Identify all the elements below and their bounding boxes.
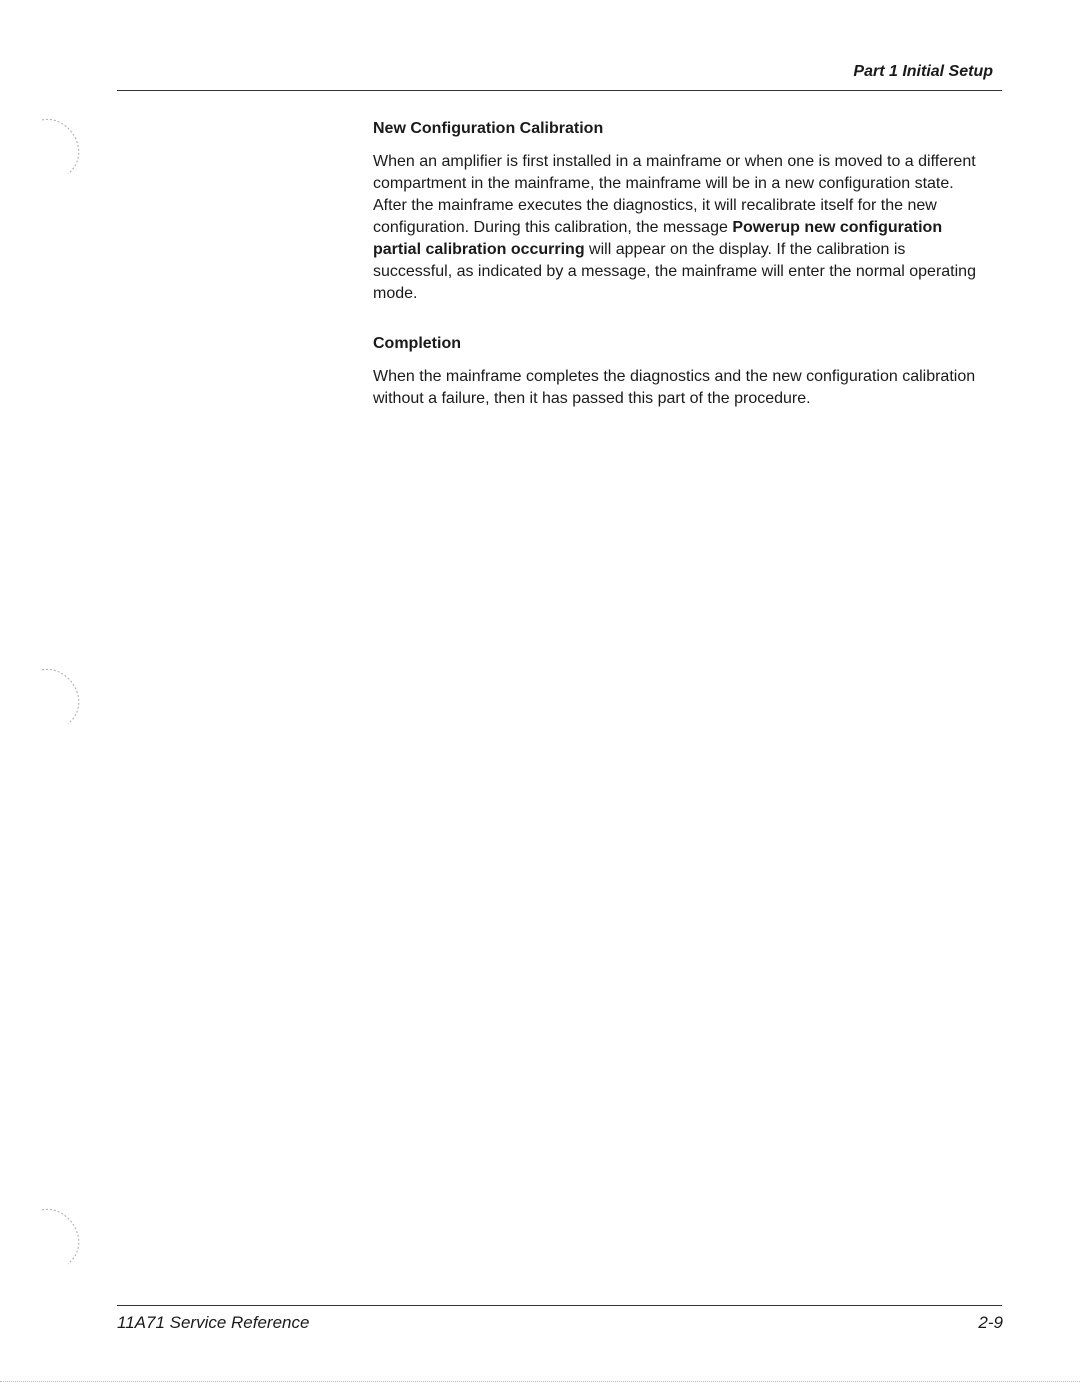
section-paragraph	[373, 151, 983, 305]
footer-document-title: 11A71 Service Reference	[117, 1313, 310, 1332]
running-header: Part 1 Initial Setup	[853, 63, 993, 80]
scan-edge	[0, 1381, 1080, 1382]
footer-page-number: 2-9	[978, 1313, 1003, 1332]
section-heading: Completion	[373, 335, 461, 352]
punch-hole-mark	[28, 1202, 86, 1272]
section-paragraph: When the mainframe completes the diagnostics and the new configuration calibration without a failure, then it has passed this part of the procedure.	[373, 368, 976, 407]
footer-rule	[117, 1305, 1002, 1306]
punch-hole-mark	[28, 662, 86, 732]
section-new-configuration-calibration	[373, 118, 983, 305]
page-content	[373, 118, 983, 410]
header-rule	[117, 90, 1002, 91]
section-completion	[373, 333, 983, 410]
section-heading: New Configuration Calibration	[373, 120, 604, 137]
punch-hole-mark	[28, 112, 86, 182]
display-message: Powerup new configuration partial calibration occurring	[373, 219, 943, 258]
paragraph-text: will appear on the display. If the calibration is successful, as indicated by a message, the mainframe will enter the normal operating mode.	[373, 241, 976, 302]
paragraph-text: When an amplifier is first installed in a mainframe or when one is moved to a different compartment in the mainframe, the mainframe will be in a new configuration state. After the mainframe executes the diagnostics, it will recalibrate itself for the new configuration. During this calibration, the message	[373, 153, 976, 236]
